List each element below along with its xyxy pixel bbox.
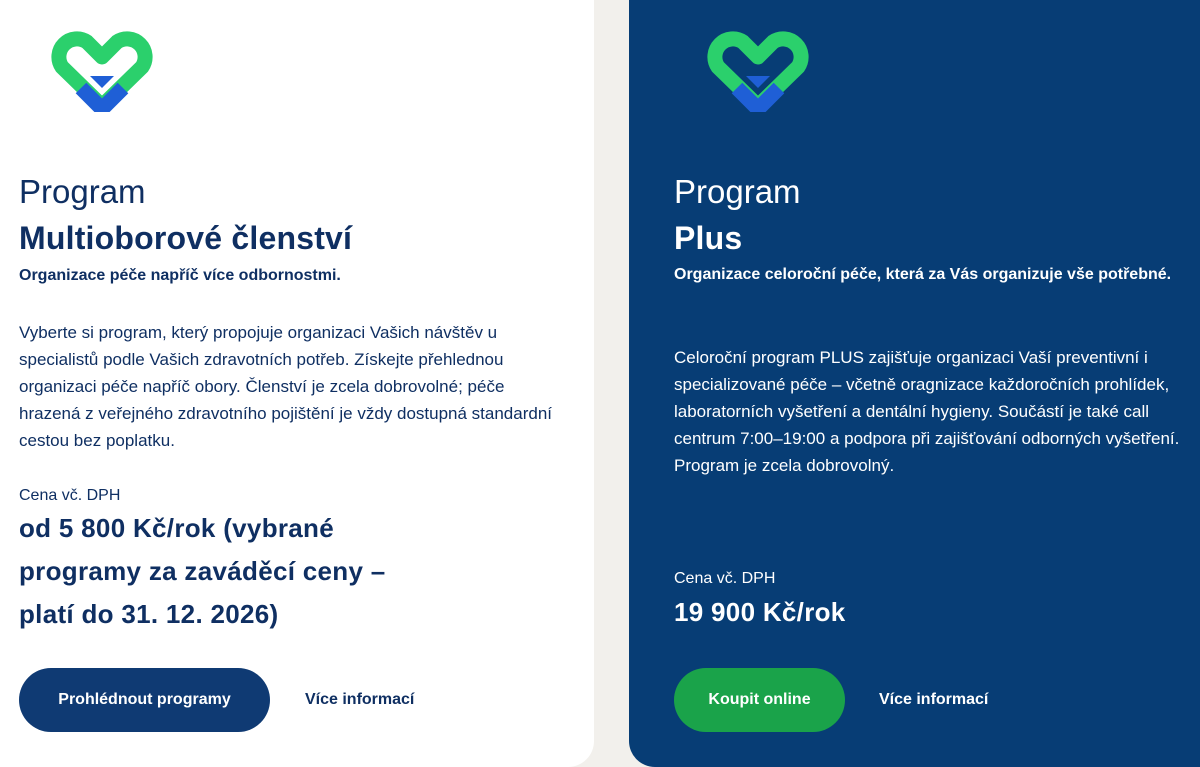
more-info-link[interactable]: Více informací (879, 691, 989, 708)
program-description: Vyberte si program, který propojuje organizaci Vašich návštěv u specialistů podle Vašich zdravotních potřeb. Získejte přehlednou organizaci péče napříč obory. Členství je zcela dobrovolné; péče hrazená z veřejného zdravotního pojištění je vždy dostupná standardní cestou bez poplatku. (19, 323, 553, 450)
program-description: Celoroční program PLUS zajišťuje organizaci Vaší preventivní i specializované péče – včetně oragnizace každoročních prohlídek, laboratorních vyšetření a dentální hygieny. Součástí je také call centrum 7:00–19:00 a podpora při zajišťování odborných vyšetření. Program je zcela dobrovolný. (674, 348, 1180, 475)
program-subtitle: Organizace péče napříč více odbornostmi. (19, 267, 341, 284)
price-label: Cena vč. DPH (19, 487, 121, 504)
heart-logo-icon (706, 30, 810, 112)
program-title: Plus (674, 220, 743, 256)
program-card-multioborove (0, 0, 594, 767)
browse-programs-button[interactable]: Prohlédnout programy (19, 668, 270, 732)
price-value: 19 900 Kč/rok (674, 597, 846, 627)
program-kicker: Program (19, 173, 146, 210)
program-subtitle: Organizace celoroční péče, která za Vás organizuje vše potřebné. (674, 266, 1172, 283)
program-kicker: Program (674, 173, 801, 210)
price-label: Cena vč. DPH (674, 570, 776, 587)
heart-logo-icon (50, 30, 154, 112)
more-info-link[interactable]: Více informací (305, 691, 415, 708)
buy-online-button[interactable]: Koupit online (674, 668, 845, 732)
program-title: Multioborové členství (19, 220, 353, 256)
price-value: od 5 800 Kč/rok (vybrané programy za zaváděcí ceny – platí do 31. 12. 2026) (19, 513, 386, 629)
program-card-plus (629, 0, 1200, 767)
